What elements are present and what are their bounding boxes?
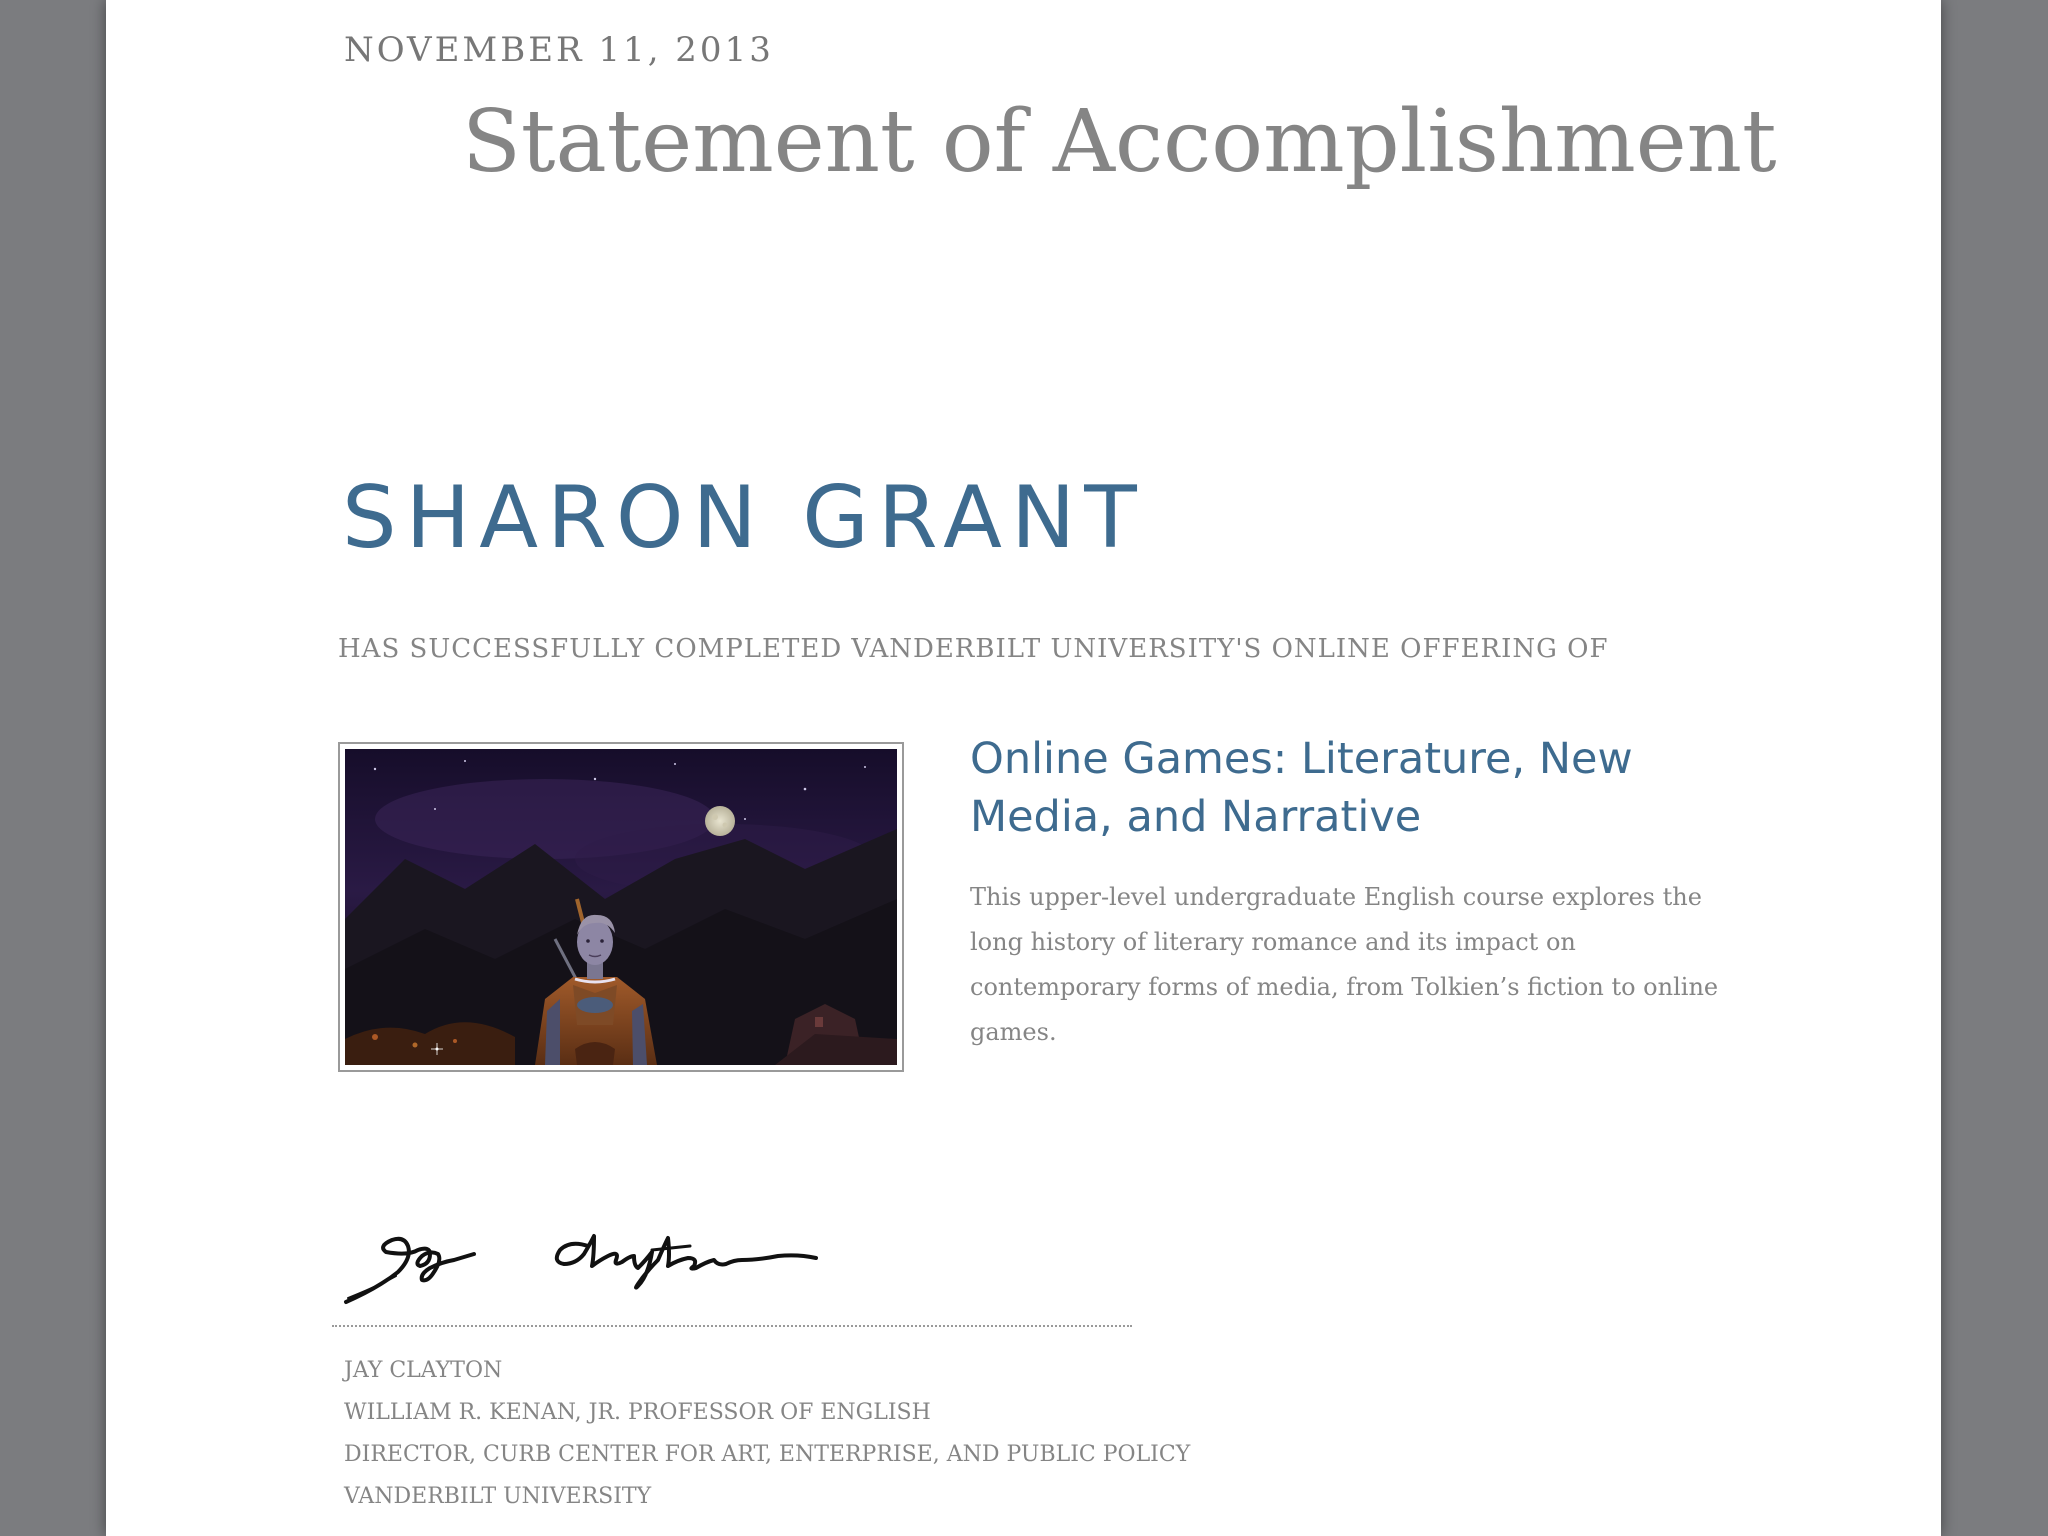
signer-block <box>344 1350 1190 1518</box>
signature-image <box>338 1216 818 1306</box>
signer-institution: VANDERBILT UNIVERSITY <box>344 1484 652 1509</box>
signer-title-1: WILLIAM R. KENAN, JR. PROFESSOR OF ENGLISH <box>344 1400 931 1425</box>
signer-name: JAY CLAYTON <box>344 1358 503 1383</box>
certificate-date: NOVEMBER 11, 2013 <box>344 30 774 70</box>
game-scene-illustration <box>345 749 897 1065</box>
course-description: This upper-level undergraduate English course explores the long history of literary romance and its impact on contemporary forms of media, from Tolkien’s fiction to online games. <box>970 883 1719 1046</box>
certificate-page <box>106 0 1941 1536</box>
completion-statement: HAS SUCCESSFULLY COMPLETED VANDERBILT UNIVERSITY'S ONLINE OFFERING OF <box>338 634 1609 664</box>
recipient-name: SHARON GRANT <box>342 468 1146 568</box>
signature-line <box>332 1325 1132 1327</box>
course-image <box>338 742 904 1072</box>
course-title: Online Games: Literature, New Media, and Narrative <box>970 734 1633 842</box>
signer-title-2: DIRECTOR, CURB CENTER FOR ART, ENTERPRISE, AND PUBLIC POLICY <box>344 1442 1191 1467</box>
certificate-title: Statement of Accomplishment <box>462 92 1777 192</box>
